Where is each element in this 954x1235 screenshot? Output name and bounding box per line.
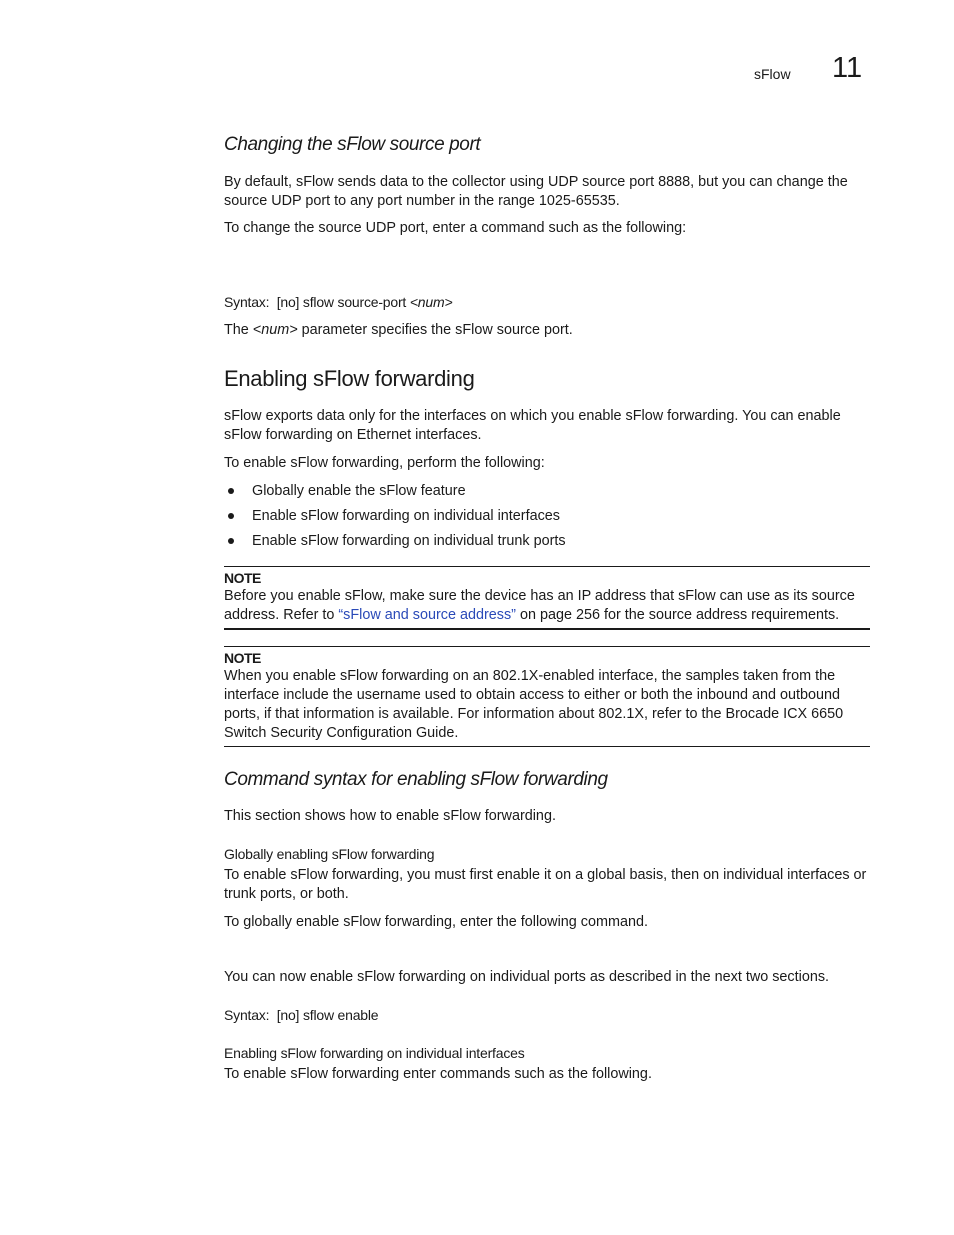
chapter-number: 11 <box>832 52 863 84</box>
running-header-section: sFlow <box>754 66 791 82</box>
note-bottom-rule <box>224 628 870 630</box>
syntax-label: Syntax: <box>224 294 270 310</box>
global-para-2: To globally enable sFlow forwarding, enter the following command. <box>224 914 648 930</box>
list-item: Enable sFlow forwarding on individual trunk ports <box>224 532 872 557</box>
heading-enabling-forwarding: Enabling sFlow forwarding <box>224 366 475 391</box>
interfaces-para: To enable sFlow forwarding enter commands such as the following. <box>224 1066 652 1082</box>
note-1-text-post: on page 256 for the source address requirements. <box>515 607 840 623</box>
heading-command-syntax: Command syntax for enabling sFlow forwarding <box>224 769 608 790</box>
note-1-text-pre: Before you enable sFlow, make sure the device has an IP address that sFlow can use as its source address. Refer to <box>224 588 855 623</box>
syntax-argument: <num> <box>409 294 453 310</box>
source-port-syntax <box>224 294 452 310</box>
command-syntax-intro: This section shows how to enable sFlow forwarding. <box>224 808 556 824</box>
list-item: Globally enable the sFlow feature <box>224 482 872 507</box>
heading-globally-enabling: Globally enabling sFlow forwarding <box>224 846 435 862</box>
source-port-para-2: To change the source UDP port, enter a command such as the following: <box>224 220 687 236</box>
note-2-title: NOTE <box>224 650 261 666</box>
syntax-command: sflow enable <box>302 1007 379 1023</box>
note-2-text: When you enable sFlow forwarding on an 802.1X-enabled interface, the samples taken from the interface include the username used to obtain access to either or both the inbound and outbound ports, if that information is available. For information about 802.1X, refer to the Brocade ICX 6650 Switch Security Configuration Guide. <box>224 668 844 741</box>
source-address-link[interactable]: “sFlow and source address” <box>338 607 516 623</box>
note-top-rule <box>224 646 870 647</box>
syntax-command: [no] sflow source-port <box>276 294 407 310</box>
param-post: parameter specifies the sFlow source port. <box>297 322 573 338</box>
param-arg: <num> <box>252 322 298 338</box>
forwarding-para-2: To enable sFlow forwarding, perform the following: <box>224 455 545 471</box>
forwarding-para-1: sFlow exports data only for the interfaces on which you enable sFlow forwarding. You can enable sFlow forwarding on Ethernet interfaces. <box>224 408 841 443</box>
syntax-no: [no] <box>276 1007 300 1023</box>
global-para-1: To enable sFlow forwarding, you must first enable it on a global basis, then on individual interfaces or trunk ports, or both. <box>224 867 867 902</box>
note-1-text <box>224 587 872 625</box>
heading-source-port: Changing the sFlow source port <box>224 134 481 155</box>
global-para-3: You can now enable sFlow forwarding on individual ports as described in the next two sections. <box>224 969 830 985</box>
param-pre: The <box>224 322 253 338</box>
note-top-rule <box>224 566 870 567</box>
note-bottom-rule <box>224 746 870 747</box>
enable-syntax <box>224 1007 378 1023</box>
syntax-label: Syntax: <box>224 1007 270 1023</box>
forwarding-steps-list <box>224 482 872 557</box>
list-item: Enable sFlow forwarding on individual interfaces <box>224 507 872 532</box>
source-port-para-1: By default, sFlow sends data to the collector using UDP source port 8888, but you can change the source UDP port to any port number in the range 1025-65535. <box>224 174 848 209</box>
source-port-param-desc <box>224 321 872 340</box>
heading-individual-interfaces: Enabling sFlow forwarding on individual interfaces <box>224 1045 525 1061</box>
note-1-title: NOTE <box>224 570 261 586</box>
